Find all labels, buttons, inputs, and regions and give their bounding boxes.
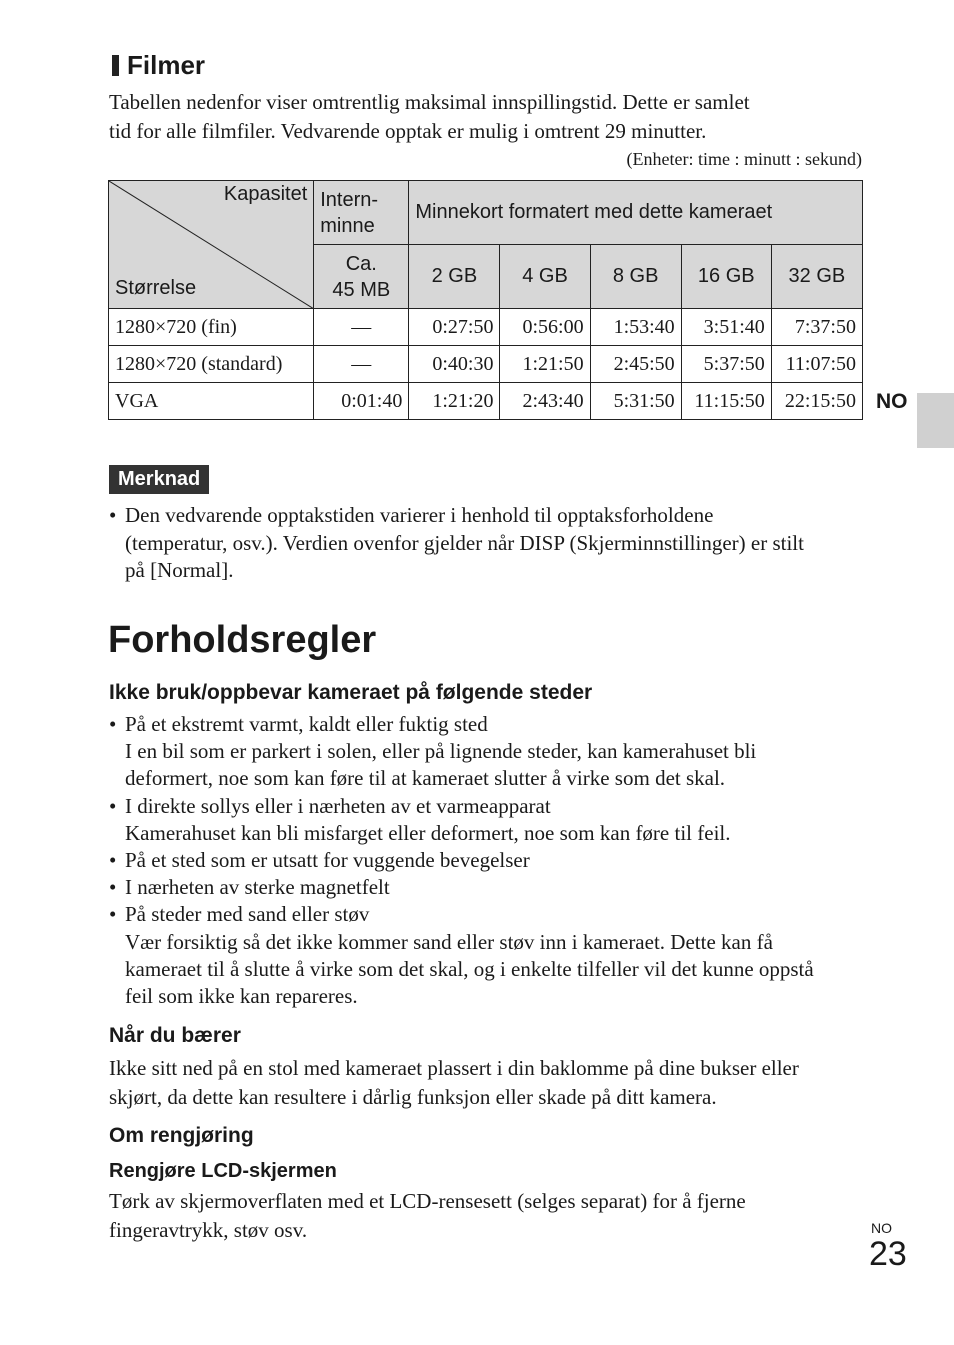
capacity-cell: 4 GB — [500, 245, 590, 309]
table-cell: 2:45:50 — [590, 346, 681, 383]
places-heading: Ikke bruk/oppbevar kameraet på følgende steder — [109, 681, 593, 704]
places-list — [109, 711, 869, 1010]
table-row — [109, 383, 863, 420]
list-item-title: • På et sted som er utsatt for vuggende bevegelser — [125, 848, 530, 873]
capacity-label: Kapasitet — [223, 183, 308, 205]
list-item-detail: Vær forsiktig så det ikke kommer sand eller støv inn i kameraet. Dette kan få — [125, 929, 773, 954]
table-cell: 1:53:40 — [590, 309, 681, 346]
table-row — [109, 346, 863, 383]
corner-header-cell — [109, 181, 314, 309]
table-cell: 0:40:30 — [409, 346, 500, 383]
table-cell: — — [314, 346, 409, 383]
carry-paragraph — [109, 1054, 869, 1111]
table-cell: 5:31:50 — [590, 383, 681, 420]
list-item — [109, 847, 869, 874]
page-title: Forholdsregler — [108, 619, 377, 661]
lcd-heading: Rengjøre LCD-skjermen — [109, 1160, 337, 1182]
table-cell: 7:37:50 — [771, 309, 862, 346]
list-item-title: • På steder med sand eller støv — [125, 902, 370, 927]
list-item-detail: deformert, noe som kan føre til at kameraet slutter å virke som det skal. — [125, 766, 726, 791]
list-item-title: • I direkte sollys eller i nærheten av et varmeapparat — [125, 793, 551, 818]
page-number: 23 — [869, 1235, 907, 1273]
carry-heading: Når du bærer — [109, 1024, 241, 1047]
page-language-label: NO — [871, 1220, 892, 1236]
capacity-cell: 16 GB — [681, 245, 771, 309]
list-item-detail: feil som ikke kan repareres. — [125, 984, 358, 1009]
table-cell: 0:01:40 — [314, 383, 409, 420]
table-cell: 11:15:50 — [681, 383, 771, 420]
intro-line: Tabellen nedenfor viser omtrentlig maksimal innspillingstid. Dette er samlet — [109, 90, 750, 114]
note-line: på [Normal]. — [125, 558, 234, 582]
list-item-detail: I en bil som er parkert i solen, eller på lignende steder, kan kamerahuset bli — [125, 739, 757, 764]
table-header-row — [109, 181, 863, 245]
recording-time-table — [108, 180, 863, 420]
table-cell: 3:51:40 — [681, 309, 771, 346]
list-item — [109, 793, 869, 847]
table-cell: 2:43:40 — [500, 383, 590, 420]
memory-card-header: Minnekort formatert med dette kameraet — [409, 181, 863, 245]
section-title: Filmer — [127, 50, 206, 80]
paragraph-line: Ikke sitt ned på en stol med kameraet plassert i din baklomme på dine bukser eller — [109, 1056, 799, 1080]
list-item-detail: kameraet til å slutte å virke som det skal, og i enkelte tilfeller vil det kunne oppstå — [125, 956, 814, 981]
table-row — [109, 309, 863, 346]
internal-memory-header: Intern- minne — [314, 181, 409, 245]
table-cell: 0:56:00 — [500, 309, 590, 346]
language-tab-label: NO — [876, 390, 908, 413]
list-item-title: • I nærheten av sterke magnetfelt — [125, 875, 390, 900]
capacity-cell: 32 GB — [771, 245, 862, 309]
list-item — [109, 901, 869, 1010]
section-heading — [109, 48, 205, 82]
table-cell: 22:15:50 — [771, 383, 862, 420]
note-badge: Merknad — [109, 465, 209, 494]
note-line: (temperatur, osv.). Verdien ovenfor gjelder når DISP (Skjerminnstillinger) er stilt — [125, 530, 804, 555]
row-size-cell: 1280×720 (standard) — [109, 346, 314, 383]
table-cell: 1:21:50 — [500, 346, 590, 383]
internal-capacity-cell: Ca. 45 MB — [314, 245, 409, 309]
units-note: (Enheter: time : minutt : sekund) — [626, 149, 862, 169]
cleaning-heading: Om rengjøring — [109, 1124, 254, 1147]
paragraph-line: fingeravtrykk, støv osv. — [109, 1217, 308, 1242]
paragraph-line: Tørk av skjermoverflaten med et LCD-rensesett (selges separat) for å fjerne — [109, 1189, 746, 1213]
note-item — [109, 502, 880, 585]
row-size-cell: 1280×720 (fin) — [109, 309, 314, 346]
intro-paragraph — [109, 88, 859, 146]
language-tab — [917, 393, 954, 448]
intro-line: tid for alle filmfiler. Vedvarende opptak er mulig i omtrent 29 minutter. — [109, 119, 707, 143]
table-cell: 5:37:50 — [681, 346, 771, 383]
paragraph-line: skjørt, da dette kan resultere i dårlig funksjon eller skade på ditt kamera. — [109, 1084, 717, 1109]
heading-marker-icon — [109, 55, 119, 76]
list-item-detail: Kamerahuset kan bli misfarget eller deformert, noe som kan føre til feil. — [125, 820, 731, 845]
list-item — [109, 874, 869, 901]
lcd-paragraph — [109, 1187, 869, 1244]
table-cell: 1:21:20 — [409, 383, 500, 420]
capacity-cell: 2 GB — [409, 245, 500, 309]
table-cell: 0:27:50 — [409, 309, 500, 346]
capacity-cell: 8 GB — [590, 245, 681, 309]
table-cell: — — [314, 309, 409, 346]
row-size-cell: VGA — [109, 383, 314, 420]
table-cell: 11:07:50 — [771, 346, 862, 383]
list-item — [109, 711, 869, 793]
list-item-title: • På et ekstremt varmt, kaldt eller fuktig sted — [125, 712, 488, 736]
size-label: Størrelse — [115, 277, 197, 299]
note-line: • Den vedvarende opptakstiden varierer i henhold til opptaksforholdene — [125, 503, 714, 527]
